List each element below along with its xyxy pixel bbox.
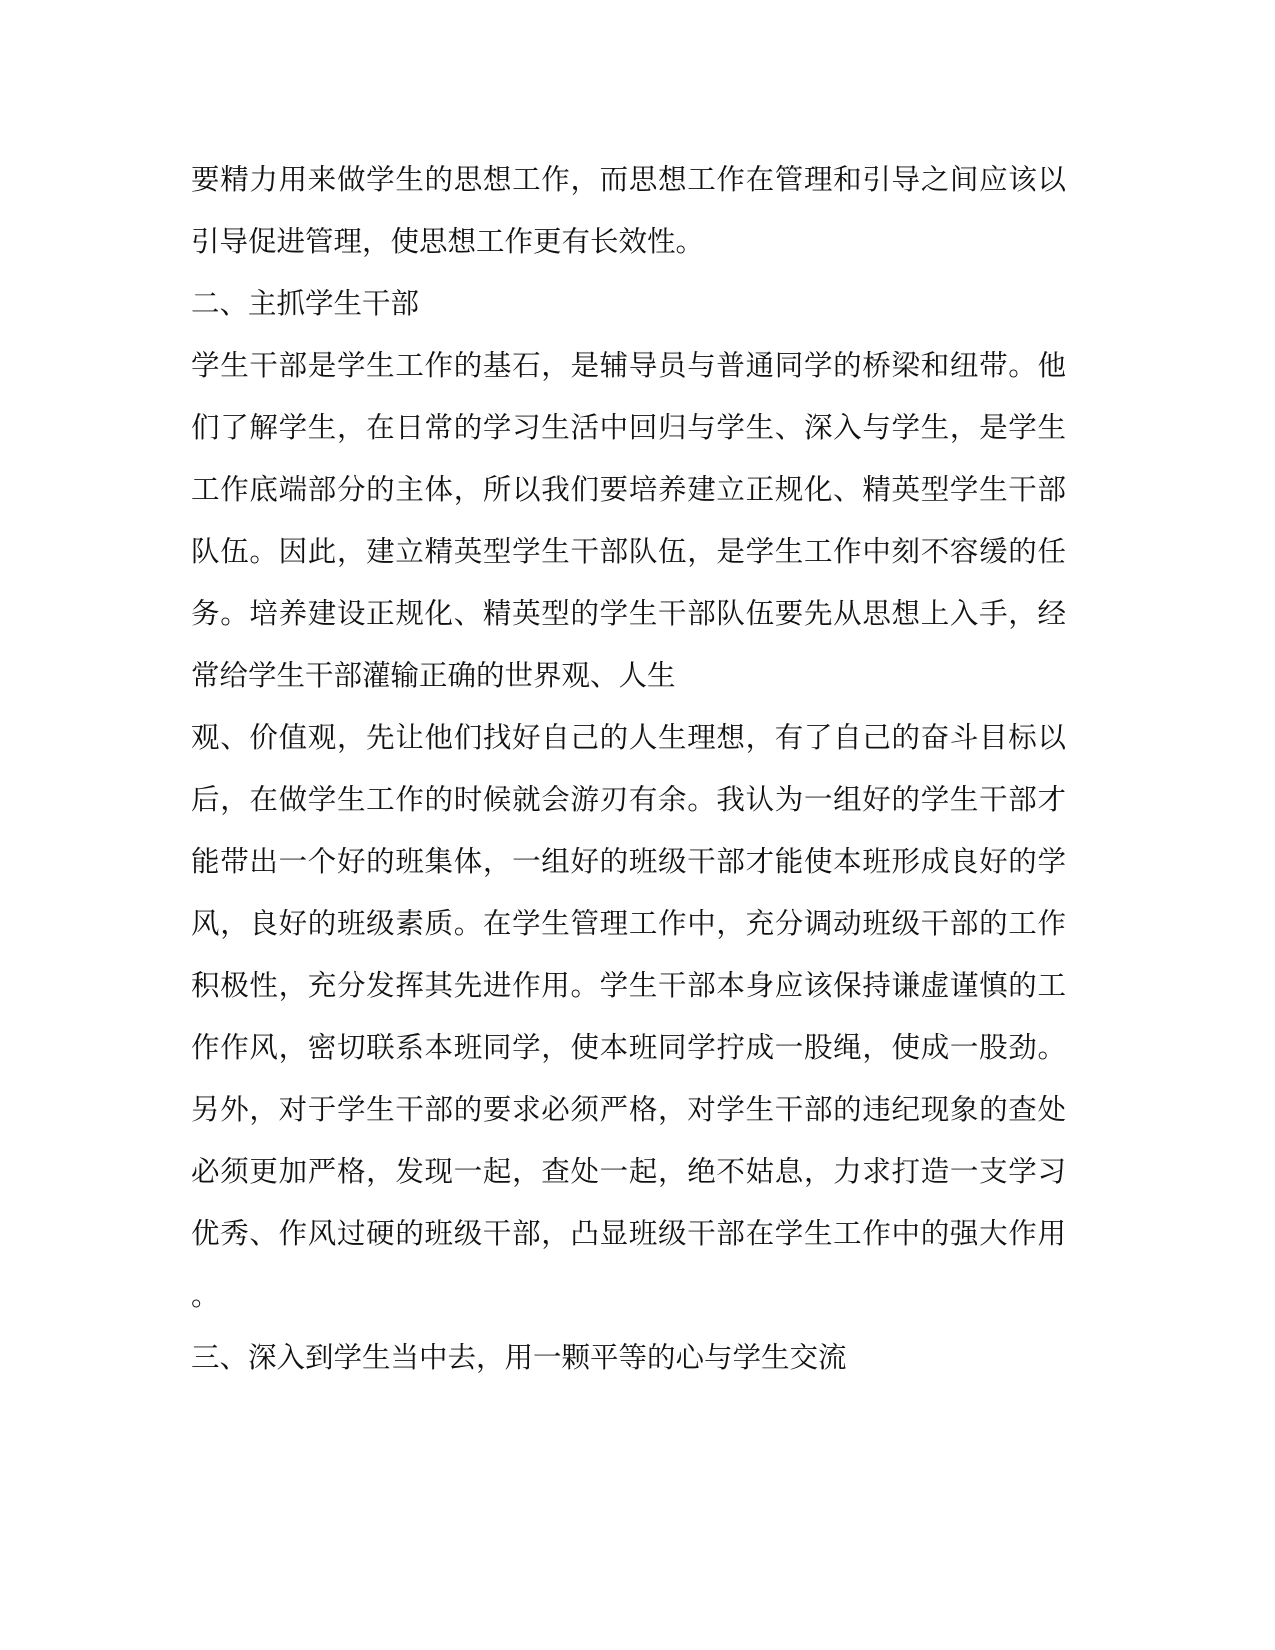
text-line: 常给学生干部灌输正确的世界观、人生 [191,659,676,692]
text-line: 引导促进管理，使思想工作更有长效性。 [191,225,705,258]
text-line: 。 [191,1279,220,1312]
text-line: 要精力用来做学生的思想工作，而思想工作在管理和引导之间应该以 [191,163,1066,196]
text-line: 学生干部是学生工作的基石，是辅导员与普通同学的桥梁和纽带。他 [191,349,1066,382]
text-line: 们了解学生，在日常的学习生活中回归与学生、深入与学生，是学生 [191,411,1066,444]
text-line: 风，良好的班级素质。在学生管理工作中，充分调动班级干部的工作 [191,907,1066,940]
text-line: 积极性，充分发挥其先进作用。学生干部本身应该保持谦虚谨慎的工 [191,969,1066,1002]
section-heading: 三、深入到学生当中去，用一颗平等的心与学生交流 [191,1341,847,1374]
text-line: 后，在做学生工作的时候就会游刃有余。我认为一组好的学生干部才 [191,783,1066,816]
text-line: 必须更加严格，发现一起，查处一起，绝不姑息，力求打造一支学习 [191,1155,1066,1188]
text-line: 务。培养建设正规化、精英型的学生干部队伍要先从思想上入手，经 [191,597,1066,630]
text-line: 观、价值观，先让他们找好自己的人生理想，有了自己的奋斗目标以 [191,721,1066,754]
text-line: 工作底端部分的主体，所以我们要培养建立正规化、精英型学生干部 [191,473,1066,506]
text-line: 能带出一个好的班集体，一组好的班级干部才能使本班形成良好的学 [191,845,1066,878]
text-line: 优秀、作风过硬的班级干部，凸显班级干部在学生工作中的强大作用 [191,1217,1066,1250]
text-line: 队伍。因此，建立精英型学生干部队伍，是学生工作中刻不容缓的任 [191,535,1066,568]
text-line: 作作风，密切联系本班同学，使本班同学拧成一股绳，使成一股劲。 [191,1031,1066,1064]
text-line: 另外，对于学生干部的要求必须严格，对学生干部的违纪现象的查处 [191,1093,1066,1126]
section-heading: 二、主抓学生干部 [191,287,420,320]
